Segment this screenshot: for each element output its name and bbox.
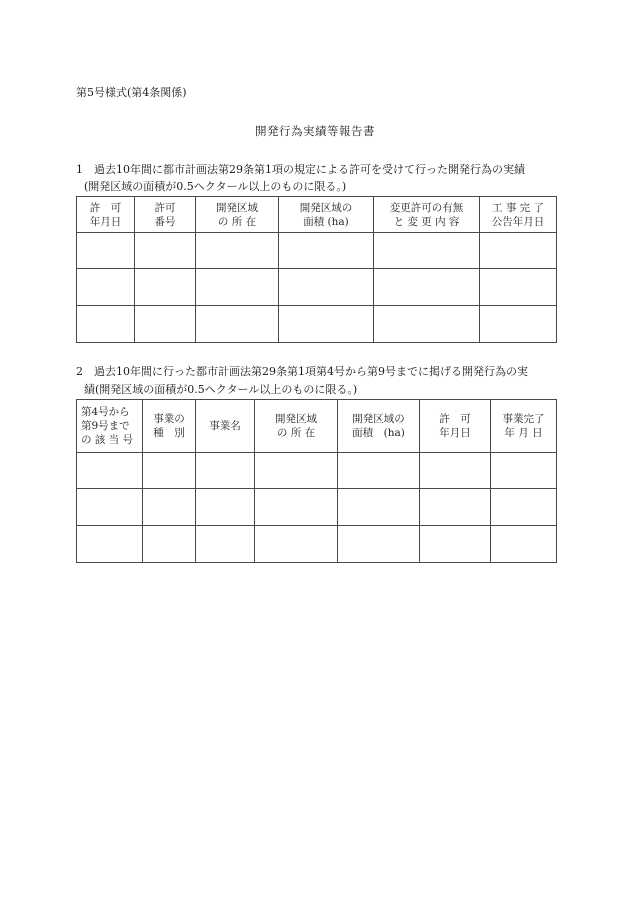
table-cell[interactable] [374, 269, 480, 306]
table-cell[interactable] [491, 489, 557, 526]
section1-table [76, 196, 557, 343]
table-cell[interactable] [255, 526, 338, 563]
header-development-area: 開発区域の 面積 (ha) [279, 197, 374, 233]
section1-header-row [77, 197, 557, 233]
table-cell[interactable] [480, 233, 557, 269]
section1-note: (開発区域の面積が0.5ヘクタール以上のものに限る。) [84, 180, 347, 193]
table-cell[interactable] [338, 489, 420, 526]
section1-heading: 1 過去10年間に都市計画法第29条第1項の規定による許可を受けて行った開発行為の実績 [76, 163, 525, 176]
section2-note: 績(開発区域の面積が0.5ヘクタール以上のものに限る。) [84, 383, 358, 396]
header-development-area: 開発区域の 面積 (ha) [338, 400, 420, 453]
table-cell[interactable] [143, 489, 196, 526]
header-permit-date: 許 可 年月日 [420, 400, 491, 453]
table-cell[interactable] [420, 526, 491, 563]
table-cell[interactable] [255, 489, 338, 526]
table-row [77, 306, 557, 343]
header-applicable-item: 第4号から 第9号まで の 該 当 号 [77, 400, 143, 453]
section2-header-row [77, 400, 557, 453]
table-cell[interactable] [491, 453, 557, 489]
table-cell[interactable] [279, 269, 374, 306]
table-cell[interactable] [77, 306, 135, 343]
table-cell[interactable] [279, 233, 374, 269]
table-cell[interactable] [135, 269, 196, 306]
table-cell[interactable] [480, 269, 557, 306]
table-cell[interactable] [196, 526, 255, 563]
table-cell[interactable] [338, 453, 420, 489]
document-title: 開発行為実績等報告書 [255, 124, 375, 138]
table-cell[interactable] [480, 306, 557, 343]
table-cell[interactable] [196, 489, 255, 526]
table-cell[interactable] [196, 306, 279, 343]
header-permit-date: 許 可 年月日 [77, 197, 135, 233]
header-business-completion-date: 事業完了 年 月 日 [491, 400, 557, 453]
table-cell[interactable] [196, 453, 255, 489]
table-cell[interactable] [374, 233, 480, 269]
header-business-name: 事業名 [196, 400, 255, 453]
header-permit-number: 許可 番号 [135, 197, 196, 233]
header-change-permit: 変更許可の有無 と 変 更 内 容 [374, 197, 480, 233]
header-business-type: 事業の 種 別 [143, 400, 196, 453]
table-cell[interactable] [77, 526, 143, 563]
table-cell[interactable] [77, 233, 135, 269]
table-cell[interactable] [196, 269, 279, 306]
table-cell[interactable] [255, 453, 338, 489]
table-row [77, 526, 557, 563]
table-cell[interactable] [374, 306, 480, 343]
header-development-location: 開発区域 の 所 在 [196, 197, 279, 233]
form-number: 第5号様式(第4条関係) [76, 86, 187, 99]
table-cell[interactable] [135, 306, 196, 343]
table-cell[interactable] [196, 233, 279, 269]
table-row [77, 489, 557, 526]
table-row [77, 233, 557, 269]
table-cell[interactable] [143, 453, 196, 489]
table-cell[interactable] [420, 489, 491, 526]
table-cell[interactable] [77, 269, 135, 306]
table-cell[interactable] [77, 489, 143, 526]
section2-heading: 2 過去10年間に行った都市計画法第29条第1項第4号から第9号までに掲げる開発行為の実 [76, 365, 528, 378]
table-cell[interactable] [77, 453, 143, 489]
table-cell[interactable] [420, 453, 491, 489]
table-cell[interactable] [279, 306, 374, 343]
table-cell[interactable] [135, 233, 196, 269]
section2-table [76, 399, 557, 563]
table-cell[interactable] [491, 526, 557, 563]
header-completion-notice-date: 工 事 完 了 公告年月日 [480, 197, 557, 233]
header-development-location: 開発区域 の 所 在 [255, 400, 338, 453]
table-cell[interactable] [143, 526, 196, 563]
table-row [77, 453, 557, 489]
table-row [77, 269, 557, 306]
table-cell[interactable] [338, 526, 420, 563]
